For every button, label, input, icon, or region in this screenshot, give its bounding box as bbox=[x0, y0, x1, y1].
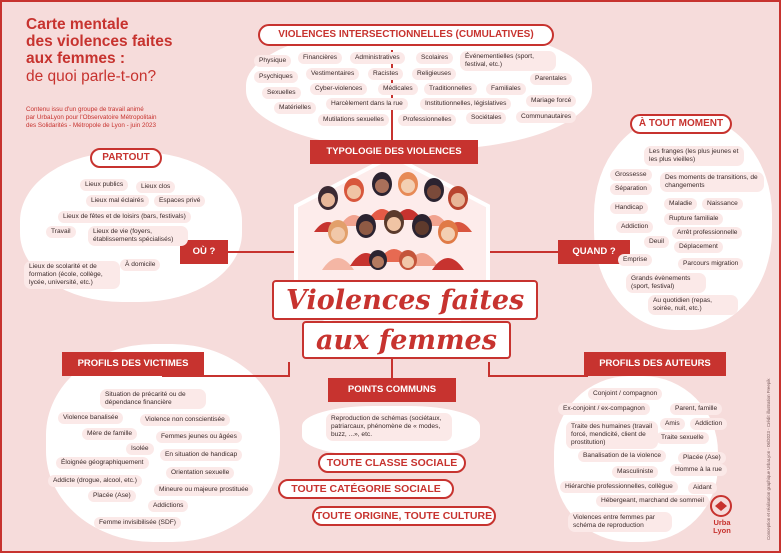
moment-item: Les franges (les plus jeunes et les plus vieilles) bbox=[644, 146, 744, 166]
intersection-item: Professionnelles bbox=[398, 114, 456, 126]
victimes-item: Femme invisibilisée (SDF) bbox=[94, 517, 181, 529]
auteurs-item: Traite sexuelle bbox=[656, 432, 709, 444]
intersection-item: Financières bbox=[298, 52, 342, 64]
partout-item: Travail bbox=[46, 226, 76, 238]
logo-text: Urba Lyon bbox=[713, 518, 731, 535]
intersection-item: Mutilations sexuelles bbox=[318, 114, 389, 126]
points-tag: TOUTE CLASSE SOCIALE bbox=[318, 453, 466, 473]
auteurs-item: Conjoint / compagnon bbox=[588, 388, 662, 400]
quand-header: QUAND ? bbox=[558, 240, 630, 264]
victimes-item: Éloignée géographiquement bbox=[56, 457, 149, 469]
moment-item: Deuil bbox=[644, 236, 669, 248]
intersection-item: Sexuelles bbox=[262, 87, 301, 99]
victimes-item: Addicte (drogue, alcool, etc.) bbox=[48, 475, 142, 487]
moment-item: Parcours migration bbox=[678, 258, 743, 270]
auteurs-item: Masculiniste bbox=[612, 466, 658, 478]
moment-item: Arrêt professionnelle bbox=[672, 227, 742, 239]
partout-item: Lieux de fêtes et de loisirs (bars, festivals) bbox=[58, 211, 191, 223]
auteurs-item: Banalisation de la violence bbox=[578, 450, 666, 462]
connector-left-h bbox=[224, 251, 296, 253]
typologie-header: TYPOLOGIE DES VIOLENCES bbox=[310, 140, 478, 164]
moment-item: Emprise bbox=[618, 254, 652, 266]
victimes-item: Orientation sexuelle bbox=[166, 467, 234, 479]
victimes-item: Isolée bbox=[126, 443, 154, 455]
intersection-item: Événementielles (sport, festival, etc.) bbox=[460, 51, 556, 71]
intersection-item: Administratives bbox=[350, 52, 405, 64]
intersection-item: Institutionnelles, législatives bbox=[420, 98, 511, 110]
center-title-1: Violences faites bbox=[272, 280, 538, 320]
intersection-item: Communautaires bbox=[516, 111, 576, 123]
moment-item: Grands évènements (sport, festival) bbox=[626, 273, 706, 293]
auteurs-item: Homme à la rue bbox=[670, 464, 727, 476]
partout-item: À domicile bbox=[120, 259, 160, 271]
intersection-item: Familiales bbox=[486, 83, 526, 95]
partout-item: Lieux mal éclairés bbox=[86, 195, 149, 207]
victimes-item: Addictions bbox=[148, 500, 188, 512]
points-tag: TOUTE CATÉGORIE SOCIALE bbox=[278, 479, 454, 499]
connector-bottom-right-v bbox=[488, 362, 490, 377]
intersection-item: Harcèlement dans la rue bbox=[326, 98, 408, 110]
moment-item: Naissance bbox=[702, 198, 743, 210]
main-title: Carte mentale des violences faites aux femmes : bbox=[26, 16, 173, 67]
auteurs-item: Aidant bbox=[688, 482, 717, 494]
auteurs-item: Addiction bbox=[690, 418, 727, 430]
credit-text: Conception et réalisation graphique UrbaLyon - 06/2023 - Crédit illustration Freepik bbox=[766, 378, 771, 540]
auteurs-item: Parent, famille bbox=[670, 403, 722, 415]
partout-item: Lieux clos bbox=[136, 181, 175, 193]
victimes-item: Violence banalisée bbox=[58, 412, 123, 424]
victimes-item: Femmes jeunes ou âgées bbox=[156, 431, 242, 443]
auteurs-item: Hiérarchie professionnelles, collègue bbox=[560, 481, 678, 493]
moment-item: Séparation bbox=[610, 183, 652, 195]
intersection-item: Sociétales bbox=[466, 112, 506, 124]
intersection-item: Physique bbox=[254, 55, 291, 67]
intersection-item: Vestimentaires bbox=[306, 68, 359, 80]
victimes-item: Placée (Ase) bbox=[88, 490, 136, 502]
auteurs-item: Amis bbox=[660, 418, 685, 430]
connector-right-h bbox=[488, 251, 560, 253]
victimes-item: Situation de précarité ou de dépendance financière bbox=[100, 389, 206, 409]
moment-item: Déplacement bbox=[674, 241, 723, 253]
auteurs-item: Hébergeant, marchand de sommeil bbox=[596, 495, 709, 507]
auteurs-item: Ex-conjoint / ex-compagnon bbox=[558, 403, 650, 415]
moment-item: Des moments de transitions, de changements bbox=[660, 172, 764, 192]
intersection-item: Scolaires bbox=[416, 52, 453, 64]
intersection-item: Cyber-violences bbox=[310, 83, 367, 95]
moment-item: Addiction bbox=[616, 221, 653, 233]
intersection-item: Matérielles bbox=[274, 102, 316, 114]
intersection-item: Mariage forcé bbox=[526, 95, 576, 107]
partout-header: PARTOUT bbox=[90, 148, 162, 168]
partout-item: Lieux publics bbox=[80, 179, 128, 191]
moment-item: Maladie bbox=[664, 198, 697, 210]
urbalyon-logo-icon bbox=[707, 494, 735, 518]
intersection-header: VIOLENCES INTERSECTIONNELLES (CUMULATIVES) bbox=[258, 24, 554, 46]
auteurs-item: Traite des humaines (travail forcé, mendicité, client de prostitution) bbox=[566, 421, 658, 449]
victimes-item: Violence non conscientisée bbox=[140, 414, 230, 426]
points-item: Reproduction de schémas (sociétaux, patriarcaux, phénomène de « modes, buzz, ...», etc. bbox=[326, 413, 452, 441]
intersection-item: Religieuses bbox=[412, 68, 456, 80]
partout-item: Espaces privé bbox=[154, 195, 205, 207]
victimes-header: PROFILS DES VICTIMES bbox=[62, 352, 204, 376]
intersection-item: Psychiques bbox=[254, 71, 298, 83]
women-illustration bbox=[308, 170, 478, 288]
moment-header: À TOUT MOMENT bbox=[630, 114, 732, 134]
auteurs-header: PROFILS DES AUTEURS bbox=[584, 352, 726, 376]
moment-item: Grossesse bbox=[610, 169, 652, 181]
subtitle: de quoi parle-t-on? bbox=[26, 68, 157, 85]
partout-item: Lieux de vie (foyers, établissements spécialisés) bbox=[88, 226, 188, 246]
intersection-item: Traditionnelles bbox=[424, 83, 477, 95]
points-header: POINTS COMMUNS bbox=[328, 378, 456, 402]
intersection-item: Médicales bbox=[378, 83, 418, 95]
connector-bottom-right bbox=[488, 375, 588, 377]
intersection-item: Racistes bbox=[368, 68, 403, 80]
moment-item: Au quotidien (repas, soirée, nuit, etc.) bbox=[648, 295, 738, 315]
center-title-2: aux femmes bbox=[302, 321, 511, 359]
partout-item: Lieux de scolarité et de formation (école, collège, lycée, université, etc.) bbox=[24, 261, 120, 289]
auteurs-item: Placée (Ase) bbox=[678, 452, 726, 464]
victimes-item: En situation de handicap bbox=[160, 449, 242, 461]
moment-item: Handicap bbox=[610, 202, 648, 214]
auteurs-item: Violences entre femmes par schéma de reproduction bbox=[568, 512, 672, 532]
source-text: Contenu issu d'un groupe de travail animé par UrbaLyon pour l'Observatoire Métropolitain des Solidarités - Métropole de Lyon - juin 2023 bbox=[26, 106, 157, 129]
victimes-item: Mineure ou majeure prostituée bbox=[154, 484, 253, 496]
victimes-item: Mère de famille bbox=[82, 428, 137, 440]
ou-header: OÙ ? bbox=[180, 240, 228, 264]
intersection-item: Parentales bbox=[530, 73, 572, 85]
points-tag: TOUTE ORIGINE, TOUTE CULTURE bbox=[312, 506, 496, 526]
connector-bottom-left-v bbox=[288, 362, 290, 377]
moment-item: Rupture familiale bbox=[664, 213, 723, 225]
